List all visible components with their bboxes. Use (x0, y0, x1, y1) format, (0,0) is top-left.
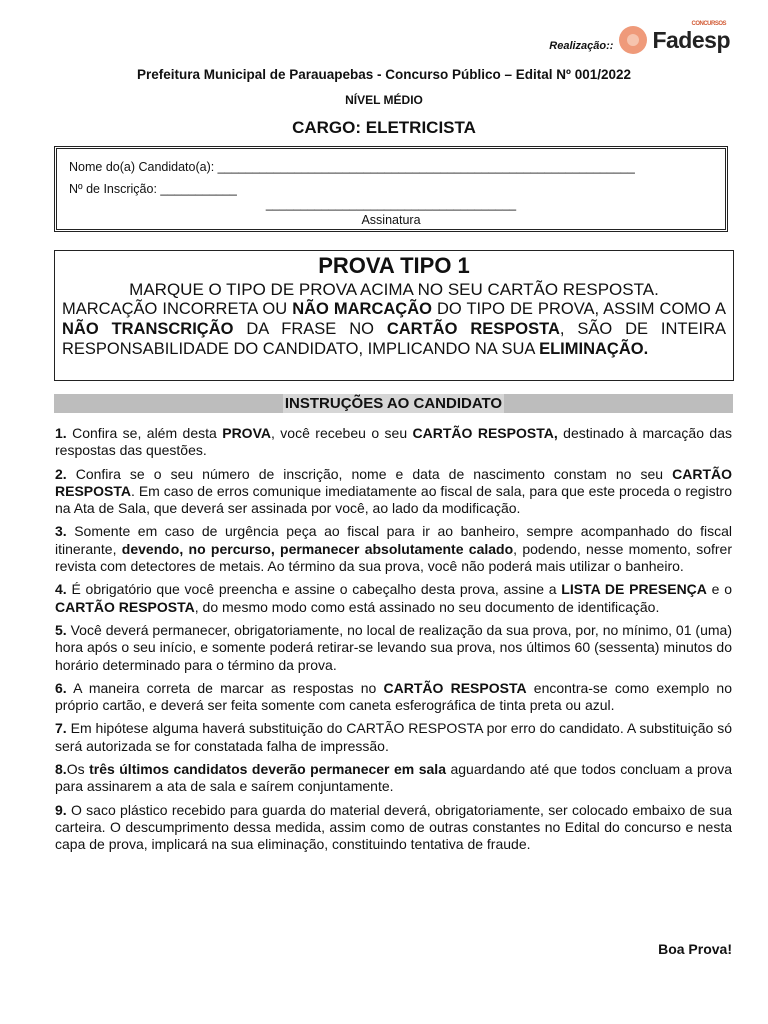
candidate-info-box (54, 146, 728, 232)
fadesp-logo (619, 20, 730, 54)
exam-type-title: PROVA TIPO 1 (318, 253, 470, 278)
exam-level: NÍVEL MÉDIO (345, 93, 423, 107)
item-text: , você recebeu o seu (270, 425, 413, 441)
item-number: 2. (55, 465, 67, 482)
item-emphasis: CARTÃO RESPOSTA, (412, 425, 558, 441)
item-text: Confira se, além desta (66, 425, 223, 441)
warning-emphasis: NÃO TRANSCRIÇÃO (62, 320, 234, 338)
warning-text: DA FRASE NO (233, 320, 387, 338)
top-line (549, 20, 730, 54)
item-text: Em hipótese alguma haverá substituição do CARTÃO RESPOSTA por erro do candidato. A substituição só será autorizada se for constatada falha de impressão. (55, 720, 732, 754)
item-emphasis: PROVA (222, 425, 271, 441)
exam-type-subtitle: MARQUE O TIPO DE PROVA ACIMA NO SEU CARTÃO RESPOSTA. (129, 280, 659, 299)
item-text: Somente em caso de urgência peça ao fiscal para ir ao banheiro, sempre acompanhado do fiscal itinerante, (55, 523, 732, 557)
instruction-item (55, 581, 732, 616)
item-text: , do mesmo modo como está assinado no seu documento de identificação. (194, 598, 660, 615)
instruction-item (55, 466, 732, 518)
warning-text: , SÃO DE INTEIRA RESPONSABILIDADE DO CANDIDATO, IMPLICANDO NA SUA (62, 320, 726, 358)
exam-header-title: Prefeitura Municipal de Parauapebas - Concurso Público – Edital Nº 001/2022 (136, 67, 632, 82)
item-text: Confira se o seu número de inscrição, nome e data de nascimento constam no seu (66, 465, 673, 482)
item-text: encontra-se como exemplo no próprio cartão, e deverá ser feita somente com caneta esferográfica de tinta preta ou azul. (55, 679, 733, 714)
instructions-list (55, 425, 732, 860)
item-number: 6. (55, 679, 67, 696)
item-emphasis: CARTÃO RESPOSTA (55, 465, 732, 499)
registration-number-field[interactable]: Nº de Inscrição: ___________ (69, 182, 237, 196)
instruction-item (55, 761, 732, 796)
instruction-item (55, 622, 732, 674)
candidate-name-field[interactable]: Nome do(a) Candidato(a): ____________________________________________________________ (69, 160, 635, 174)
item-text: . Em caso de erros comunique imediatamente ao fiscal de sala, para que este proceda o registro na Ata de Sala, que deverá ser assinada por você, ao lado da modificação. (55, 482, 732, 517)
item-text: Os (66, 761, 90, 778)
warning-emphasis: ELIMINAÇÃO. (539, 340, 649, 358)
item-number: 8. (55, 761, 67, 778)
warning-emphasis: NÃO MARCAÇÃO (292, 300, 432, 318)
item-text: O saco plástico recebido para guarda do material deverá, obrigatoriamente, ser colocado embaixo de sua carteira. O descumprimento dessa medida, assim como de outras constantes no Edital do concurso e nesta capa de prova, implicará na sua eliminação, constituindo tentativa de fraude. (55, 801, 732, 853)
logo-text (652, 20, 730, 54)
item-number: 3. (55, 523, 67, 540)
instructions-heading-bar (54, 394, 733, 413)
instruction-item (55, 720, 732, 755)
realizacao-label: Realização:: (549, 40, 614, 52)
exam-position: CARGO: ELETRICISTA (292, 118, 476, 137)
item-number: 1. (55, 425, 67, 441)
item-text: destinado à marcação das respostas das questões. (55, 425, 732, 459)
instruction-item (55, 680, 732, 715)
exam-type-box (54, 250, 734, 381)
item-number: 7. (55, 720, 67, 737)
fadesp-logo-icon (619, 26, 647, 54)
item-text: Você deverá permanecer, obrigatoriamente, no local de realização da sua prova, por, no mínimo, 01 (uma) hora após o seu início, e somente poderá retirar-se levando sua prova, nos últimos 60 (sessenta) minutos do horário determinado para o término da prova. (55, 621, 732, 673)
item-emphasis: três últimos candidatos deverão permanecer em sala (89, 761, 446, 778)
item-text: e o (706, 581, 732, 598)
item-text: aguardando até que todos concluam a prova para assinarem a ata de sala e saírem conjuntamente. (55, 761, 732, 795)
signature-line[interactable]: ____________________________________ (265, 197, 517, 211)
item-emphasis: LISTA DE PRESENÇA (561, 581, 707, 598)
item-emphasis: CARTÃO RESPOSTA (383, 679, 527, 696)
item-text: É obrigatório que você preencha e assine o cabeçalho desta prova, assine a (66, 581, 562, 598)
item-text: A maneira correta de marcar as respostas no (66, 679, 384, 696)
item-emphasis: devendo, no percurso, permanecer absolutamente calado (121, 540, 514, 557)
logo-name: Fadesp (652, 26, 730, 53)
signature-label: Assinatura (361, 213, 421, 227)
instruction-item (55, 523, 732, 575)
item-emphasis: CARTÃO RESPOSTA (55, 598, 195, 615)
instructions-heading: INSTRUÇÕES AO CANDIDATO (284, 395, 503, 412)
warning-emphasis: CARTÃO RESPOSTA (386, 320, 560, 338)
warning-text: MARCAÇÃO INCORRETA OU (62, 300, 293, 318)
item-number: 5. (55, 621, 67, 638)
instruction-item (55, 802, 732, 854)
item-text: , podendo, nesse momento, sofrer revista com detectores de metais. Ao término da sua prova, você não poderá mais utilizar o banheiro. (55, 540, 733, 575)
warning-text: DO TIPO DE PROVA, ASSIM COMO A (431, 300, 726, 318)
instruction-item (55, 425, 732, 460)
exam-type-warning (62, 299, 726, 359)
item-number: 9. (55, 801, 67, 818)
closing-text: Boa Prova! (658, 941, 732, 957)
item-number: 4. (55, 581, 67, 598)
logo-sub: CONCURSOS (691, 20, 726, 27)
